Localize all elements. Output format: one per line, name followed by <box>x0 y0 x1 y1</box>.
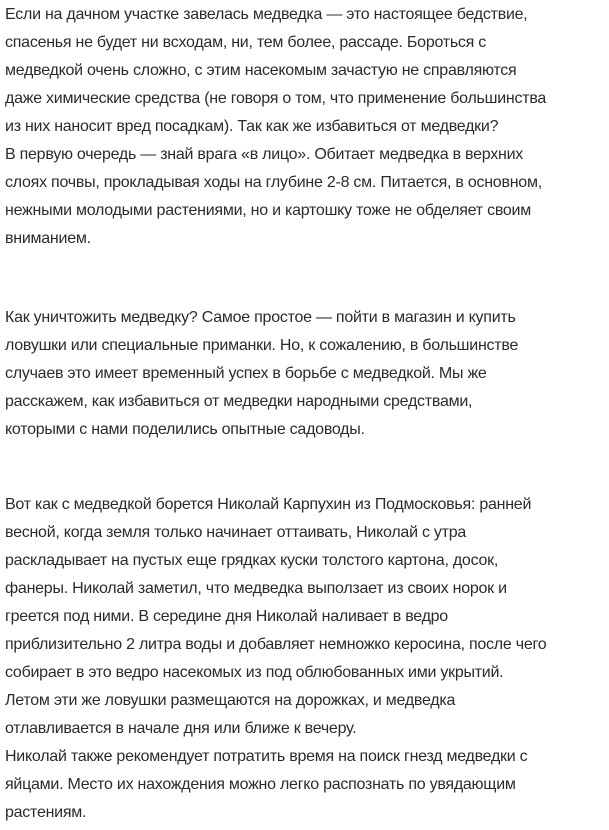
text-line: Вот как с медведкой борется Николай Карпухин из Подмосковья: ранней <box>5 496 532 513</box>
text-line: яйцами. Место их нахождения можно легко распознать по увядающим <box>5 776 516 793</box>
text-line: Если на дачном участке завелась медведка — это настоящее бедствие, <box>5 6 528 23</box>
text-line: из них наносит вред посадкам). Так как же избавиться от медведки? <box>5 118 499 135</box>
text-line: случаев это имеет временный успех в борьбе с медведкой. Мы же <box>5 365 487 382</box>
text-line: Как уничтожить медведку? Самое простое — пойти в магазин и купить <box>5 309 516 326</box>
text-line: Николай также рекомендует потратить время на поиск гнезд медведки с <box>5 748 528 765</box>
text-line: расскажем, как избавиться от медведки народными средствами, <box>5 393 473 410</box>
text-line: ловушки или специальные приманки. Но, к сожалению, в большинстве <box>5 337 519 354</box>
text-line: спасенья не будет ни всходам, ни, тем более, рассаде. Бороться с <box>5 34 487 51</box>
text-line: даже химические средства (не говоря о том, что применение большинства <box>5 90 547 107</box>
text-line: нежными молодыми растениями, но и картошку тоже не обделяет своим <box>5 202 531 219</box>
text-line: отлавливается в начале дня или ближе к вечеру. <box>5 720 357 737</box>
text-line: собирает в это ведро насекомых из под облюбованных ими укрытий. <box>5 664 504 681</box>
article-paragraph-gardener-method <box>5 491 609 827</box>
text-line: которыми с нами поделились опытные садоводы. <box>5 421 365 438</box>
article-paragraph-intro <box>5 1 609 253</box>
text-line: слоях почвы, прокладывая ходы на глубине 2-8 см. Питается, в основном, <box>5 174 542 191</box>
text-line: В первую очередь — знай врага «в лицо». Обитает медведка в верхних <box>5 146 523 163</box>
text-line: растениям. <box>5 804 87 821</box>
text-line: медведкой очень сложно, с этим насекомым зачастую не справляются <box>5 62 517 79</box>
text-line: Летом эти же ловушки размещаются на дорожках, и медведка <box>5 692 456 709</box>
text-line: приблизительно 2 литра воды и добавляет немножко керосина, после чего <box>5 636 547 653</box>
text-line: вниманием. <box>5 230 91 247</box>
text-line: раскладывает на пустых еще грядках куски толстого картона, досок, <box>5 552 499 569</box>
text-line: весной, когда земля только начинает оттаивать, Николай с утра <box>5 524 467 541</box>
article-paragraph-how-to-destroy <box>5 304 609 444</box>
text-line: греется под ними. В середине дня Николай наливает в ведро <box>5 608 448 625</box>
text-line: фанеры. Николай заметил, что медведка выползает из своих норок и <box>5 580 507 597</box>
